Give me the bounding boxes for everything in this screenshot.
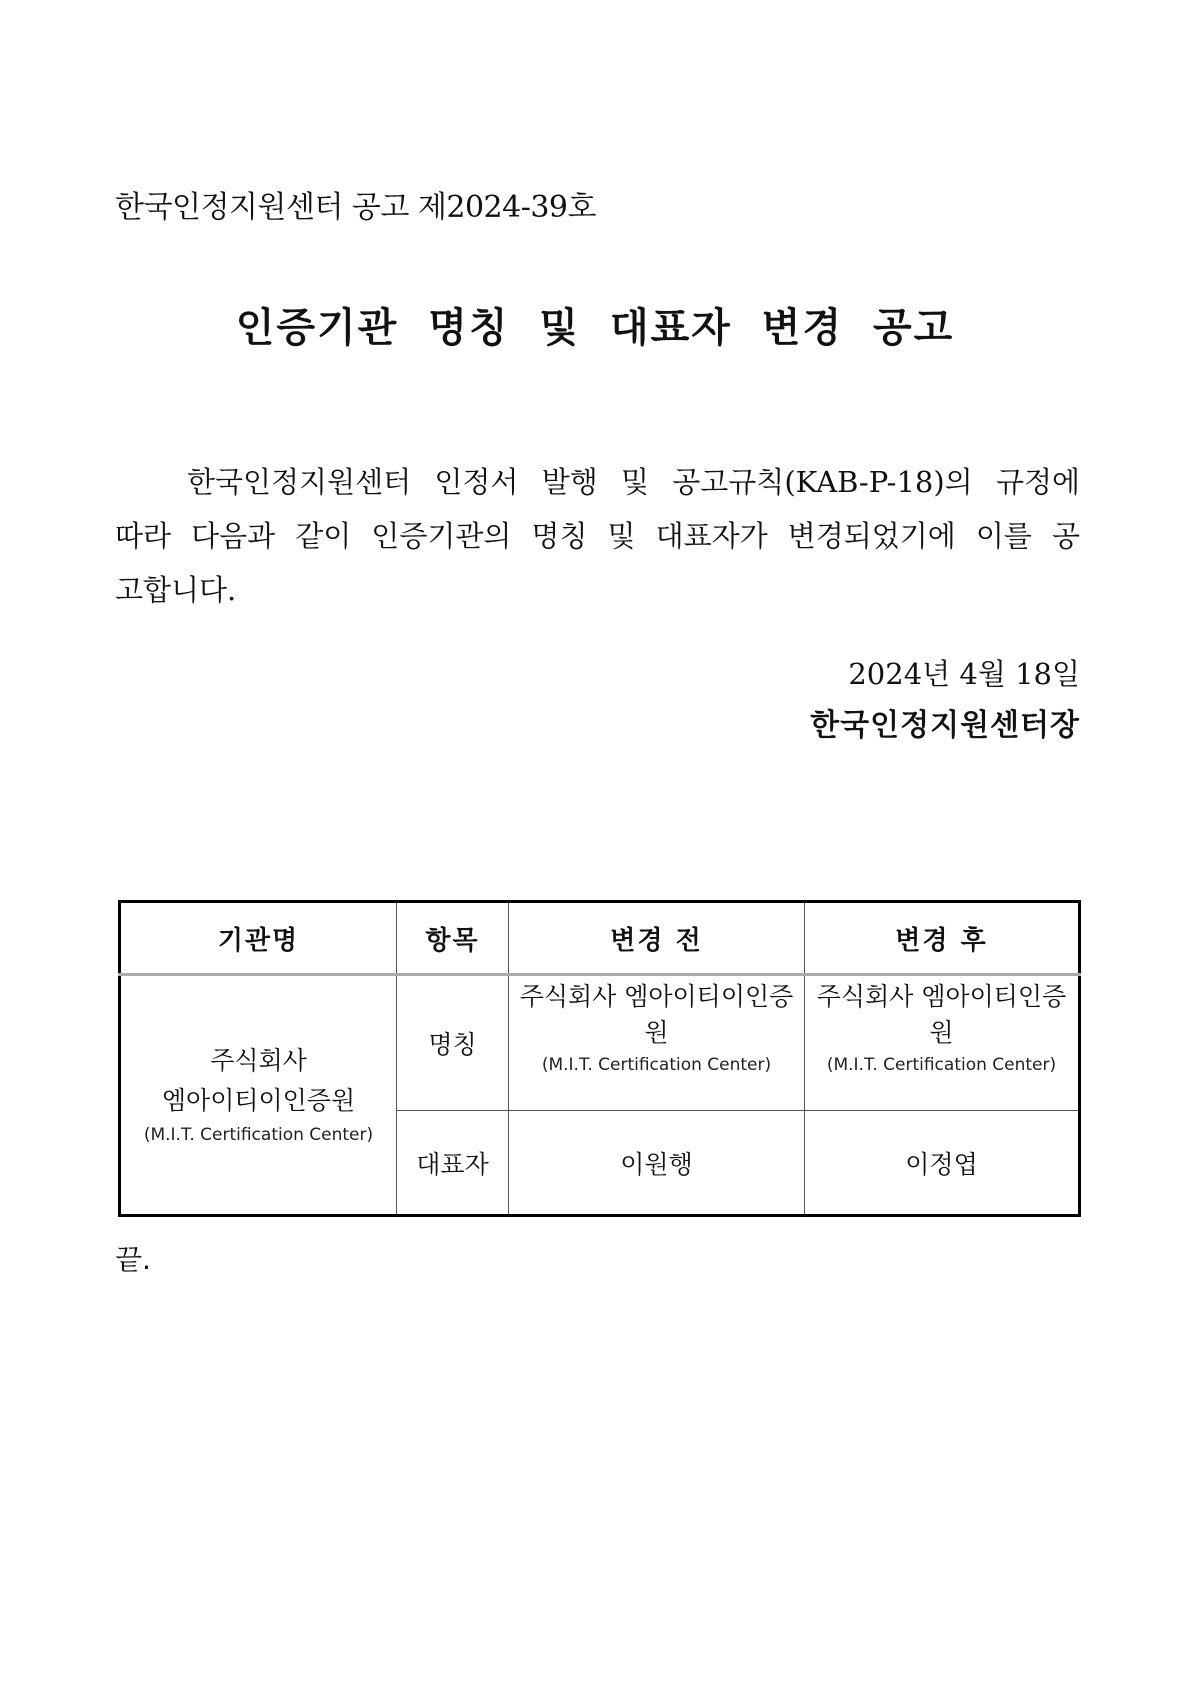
after-korean-name: 주식회사 엠아이티인증원 bbox=[816, 982, 1067, 1047]
before-representative: 이원행 bbox=[509, 1111, 805, 1216]
page-title: 인증기관 명칭 및 대표자 변경 공고 bbox=[235, 305, 955, 351]
organization-english-name: (M.I.T. Certification Center) bbox=[143, 1125, 374, 1145]
before-korean-name: 주식회사 엠아이티이인증원 bbox=[519, 982, 794, 1047]
changes-table bbox=[118, 900, 1081, 1217]
notice-body bbox=[115, 455, 1080, 617]
after-cell bbox=[805, 975, 1080, 1111]
header-organization: 기관명 bbox=[120, 902, 397, 975]
notice-body-text: 한국인정지원센터 인정서 발행 및 공고규칙(KAB-P-18)의 규정에 따라 다음과 같이 인증기관의 명칭 및 대표자가 변경되었기에 이를 공고합니다. bbox=[115, 465, 1080, 607]
item-cell: 대표자 bbox=[397, 1111, 509, 1216]
notice-date: 2024년 4월 18일 bbox=[848, 657, 1080, 691]
table-row bbox=[120, 975, 1080, 1111]
header-item: 항목 bbox=[397, 902, 509, 975]
before-english-name: (M.I.T. Certification Center) bbox=[541, 1055, 772, 1075]
organization-name-line2: 엠아이티이인증원 bbox=[161, 1086, 356, 1115]
signatory: 한국인정지원센터장 bbox=[810, 708, 1080, 743]
notice-number: 한국인정지원센터 공고 제2024-39호 bbox=[115, 190, 596, 225]
item-cell: 명칭 bbox=[397, 975, 509, 1111]
organization-cell bbox=[120, 975, 397, 1216]
after-english-name: (M.I.T. Certification Center) bbox=[826, 1055, 1057, 1075]
table-header-row bbox=[120, 902, 1080, 975]
after-representative: 이정엽 bbox=[805, 1111, 1080, 1216]
header-after: 변경 후 bbox=[805, 902, 1080, 975]
before-cell bbox=[509, 975, 805, 1111]
organization-name-line1: 주식회사 bbox=[210, 1046, 307, 1075]
end-mark: 끝. bbox=[115, 1243, 151, 1276]
header-before: 변경 전 bbox=[509, 902, 805, 975]
